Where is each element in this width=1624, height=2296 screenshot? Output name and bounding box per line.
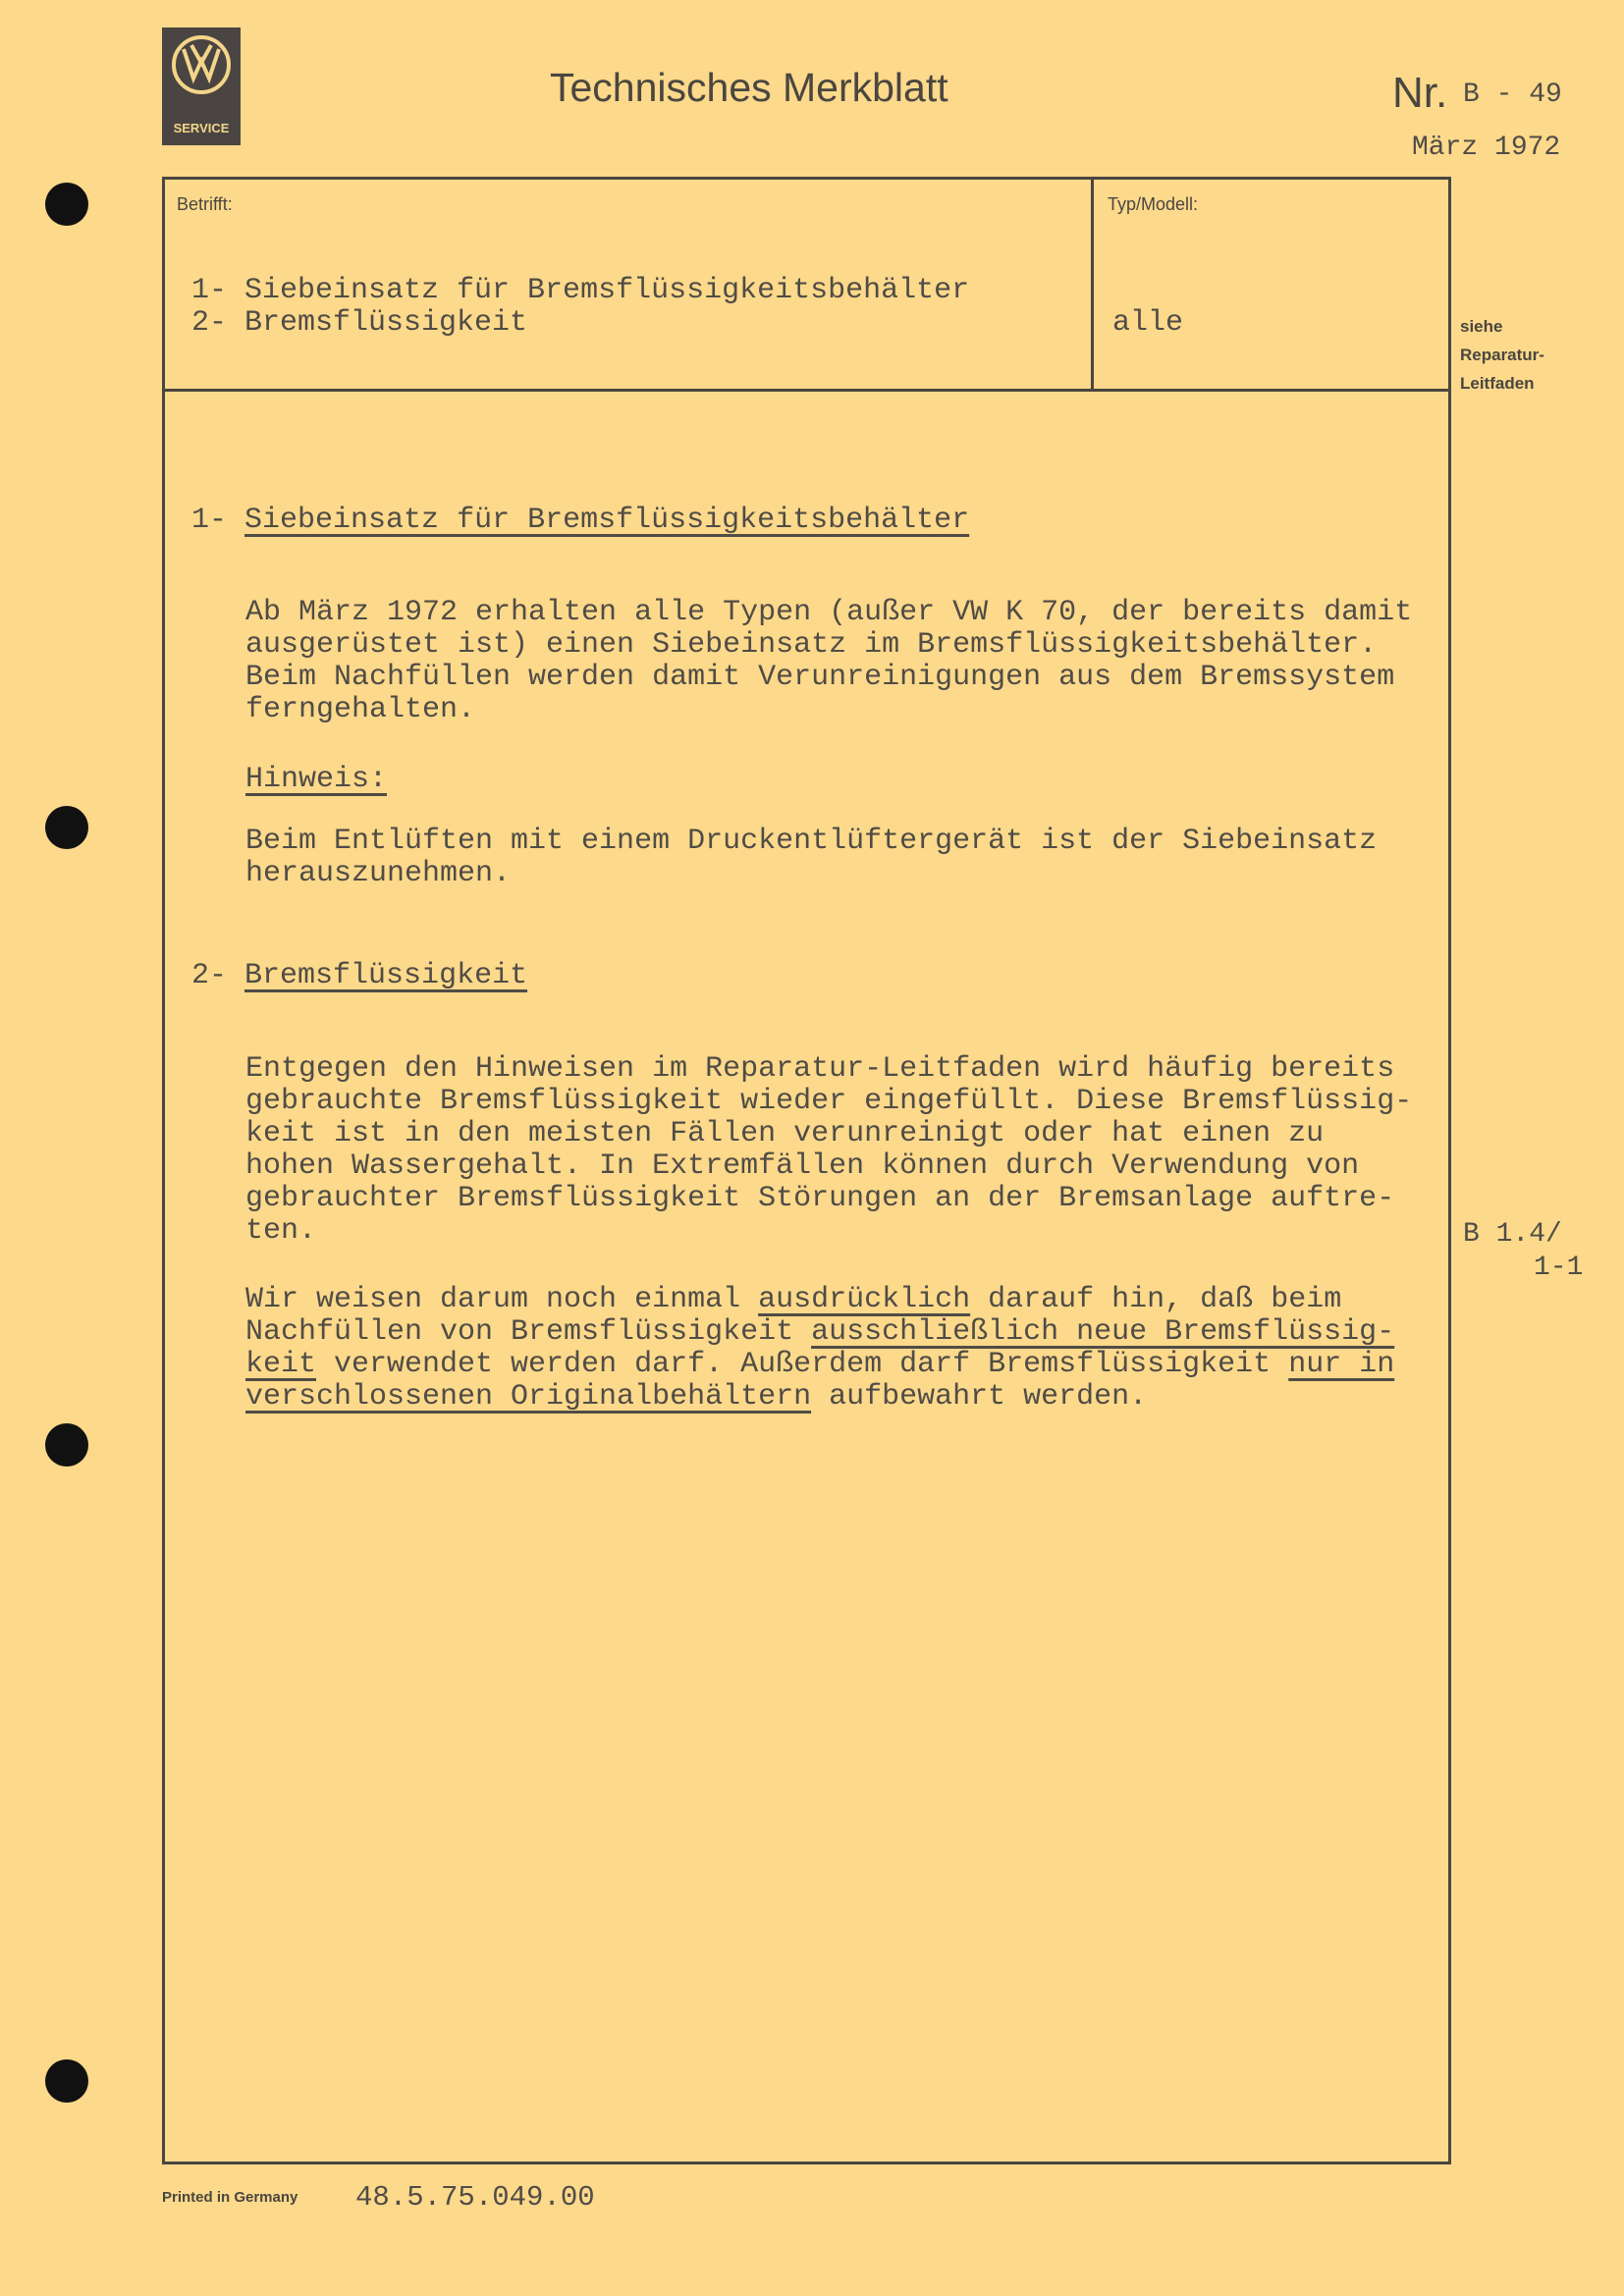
text-line [245,1215,1412,1248]
text-segment: gebrauchte Bremsflüssigkeit wieder eingefüllt. Diese Bremsflüssig- [245,1085,1413,1118]
box-right-border [1448,177,1451,2163]
punch-hole [45,183,88,226]
underlined-text: ausschließlich neue Bremsflüssig- [811,1315,1395,1349]
text-line [245,1381,1394,1414]
box-bottom-border [162,2162,1451,2164]
margin-reference-page: 1-1 [1534,1253,1584,1283]
text-segment: verwendet werden darf. Außerdem darf Bremsflüssigkeit [316,1348,1289,1381]
text-segment: Entgegen den Hinweisen im Reparatur-Leitfaden wird häufig bereits [245,1052,1395,1086]
printed-in-germany: Printed in Germany [162,2189,298,2206]
logo-service-text: SERVICE [173,121,230,135]
typ-modell-label: Typ/Modell: [1108,194,1199,214]
text-line [245,858,1377,890]
hinweis-heading [245,764,387,796]
underlined-text: nur in [1288,1348,1395,1381]
text-segment: ten. [245,1214,317,1248]
side-note-line: siehe [1460,317,1503,336]
paragraph-3 [245,1284,1394,1414]
text-segment: ausgerüstet ist) einen Siebeinsatz im Bremsflüssigkeitsbehälter. [245,628,1378,662]
text-segment: keit ist in den meisten Fällen verunreinigt oder hat einen zu [245,1117,1325,1150]
text-line [245,1183,1412,1215]
side-note-line: Leitfaden [1460,374,1535,393]
issue-date: März 1972 [1412,133,1561,163]
hinweis-title: Hinweis: [245,763,388,796]
text-line [245,1284,1394,1316]
text-line [245,1316,1394,1349]
text-segment: herauszunehmen. [245,857,512,890]
vw-service-logo [162,27,241,145]
text-line [245,662,1412,694]
subject-line: 2- Bremsflüssigkeit [191,306,528,340]
subject-line: 1- Siebeinsatz für Bremsflüssigkeitsbehälter [191,274,970,307]
text-line [245,629,1412,662]
text-segment: aufbewahrt werden. [811,1380,1148,1414]
text-segment: hohen Wassergehalt. In Extremfällen können durch Verwendung von [245,1149,1360,1183]
text-segment: Wir weisen darum noch einmal [245,1283,759,1316]
paragraph-hinweis [245,826,1377,890]
text-segment: darauf hin, daß beim [970,1283,1342,1316]
underlined-text: keit [245,1348,317,1381]
underlined-text: ausdrücklich [758,1283,971,1316]
header-box-bottom-border [162,389,1451,392]
text-line [245,1118,1412,1150]
page-title: Technisches Merkblatt [550,65,948,110]
print-code: 48.5.75.049.00 [355,2181,595,2214]
section-number: 1- [191,504,228,537]
section-2-heading [191,960,527,992]
punch-hole [45,2059,88,2103]
text-line [245,826,1377,858]
box-top-border [162,177,1451,180]
text-segment: Nachfüllen von Bremsflüssigkeit [245,1315,812,1349]
text-line [245,694,1412,726]
paragraph-2 [245,1053,1412,1248]
side-note [1460,312,1544,398]
vw-logo-icon [170,33,233,96]
text-segment: ferngehalten. [245,693,476,726]
text-line [245,1086,1412,1118]
text-line [245,1349,1394,1381]
text-segment: Beim Nachfüllen werden damit Verunreinigungen aus dem Bremssystem [245,661,1395,694]
section-title: Bremsflüssigkeit [244,959,528,992]
section-1-heading [191,505,969,537]
side-note-line: Reparatur- [1460,346,1544,364]
section-title: Siebeinsatz für Bremsflüssigkeitsbehälter [244,504,970,537]
margin-reference: B 1.4/ [1463,1219,1562,1250]
text-line [245,1150,1412,1183]
paragraph-1 [245,597,1412,726]
section-number: 2- [191,959,228,992]
number-label: Nr. [1392,69,1448,117]
underlined-text: verschlossenen Originalbehältern [245,1380,812,1414]
text-segment: Ab März 1972 erhalten alle Typen (außer VW K 70, der bereits damit [245,596,1413,629]
punch-hole [45,1423,88,1467]
punch-hole [45,806,88,849]
betrifft-label: Betrifft: [177,194,233,214]
text-segment: Beim Entlüften mit einem Druckentlüftergerät ist der Siebeinsatz [245,825,1378,858]
box-left-border [162,177,165,2163]
text-line [245,1053,1412,1086]
text-line [245,597,1412,629]
box-divider [1091,177,1094,391]
number-value: B - 49 [1463,80,1562,110]
typ-value: alle [1112,306,1184,340]
text-segment: gebrauchter Bremsflüssigkeit Störungen an der Bremsanlage auftre- [245,1182,1395,1215]
